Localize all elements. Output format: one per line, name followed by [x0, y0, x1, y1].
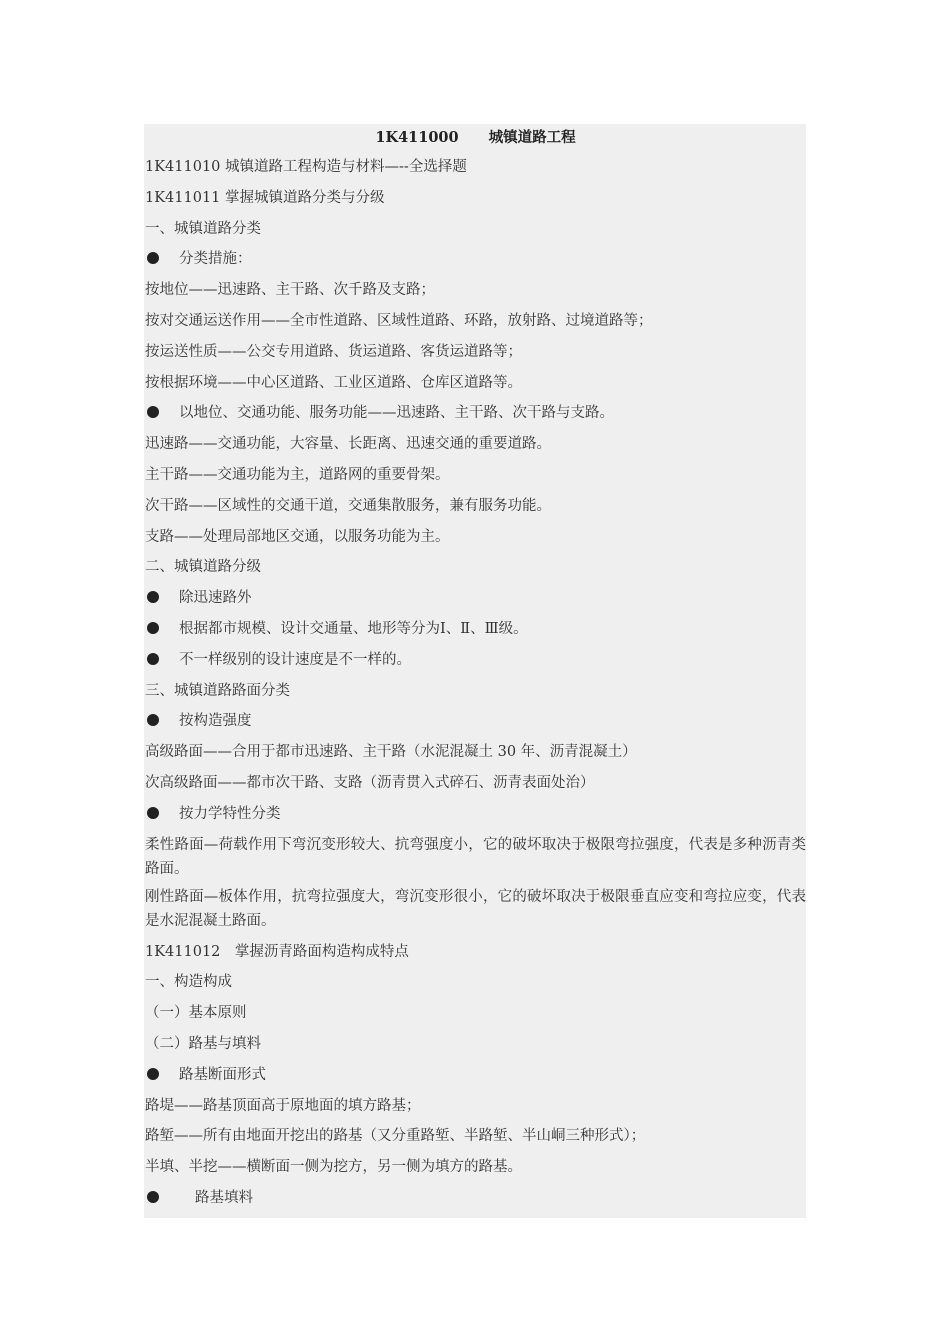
page-title [144, 124, 806, 152]
text-line: 按对交通运送作用——全市性道路、区域性道路、环路，放射路、过境道路等； [145, 312, 653, 329]
text-line: 主干路——交通功能为主，道路网的重要骨架。 [145, 466, 450, 483]
bullet-dot-icon [147, 807, 159, 819]
subheading: （一）基本原则 [145, 1005, 247, 1022]
subsection-heading: 1K411011 掌握城镇道路分类与分级 [145, 189, 385, 206]
text-line: 半填、半挖——横断面一侧为挖方，另一侧为填方的路基。 [145, 1159, 522, 1176]
text-line: 支路——处理局部地区交通，以服务功能为主。 [145, 528, 450, 545]
bullet-item [144, 1183, 806, 1214]
subsection-heading: 1K411012 掌握沥青路面构造构成特点 [145, 943, 409, 960]
document-page [144, 124, 806, 1218]
bullet-item [144, 645, 806, 676]
bullet-item [144, 583, 806, 614]
bullet-text: 除迅速路外 [179, 590, 252, 607]
text-line: 次干路——区域性的交通干道，交通集散服务，兼有服务功能。 [145, 497, 551, 514]
bullet-item [144, 799, 806, 830]
bullet-text: 分类措施： [179, 251, 252, 268]
bullet-item [144, 244, 806, 275]
bullet-text: 路基断面形式 [179, 1066, 266, 1083]
bullet-text: 根据都市规模、设计交通量、地形等分为Ⅰ、Ⅱ、Ⅲ级。 [179, 620, 528, 637]
bullet-text: 不一样级别的设计速度是不一样的。 [179, 651, 411, 668]
bullet-dot-icon [147, 406, 159, 418]
bullet-dot-icon [147, 1068, 159, 1080]
chapter-name: 城镇道路工程 [488, 129, 576, 146]
bullet-item [144, 398, 806, 429]
bullet-dot-icon [147, 714, 159, 726]
text-line: 按根据环境——中心区道路、工业区道路、仓库区道路等。 [145, 374, 522, 391]
heading: 三、城镇道路路面分类 [145, 682, 290, 699]
subheading: （二）路基与填料 [145, 1035, 261, 1052]
text-line: 高级路面——合用于都市迅速路、主干路（水泥混凝土 30 年、沥青混凝土） [145, 744, 637, 761]
heading: 一、构造构成 [145, 974, 232, 991]
bullet-item [144, 1060, 806, 1091]
bullet-text: 以地位、交通功能、服务功能——迅速路、主干路、次干路与支路。 [179, 405, 614, 422]
bullet-item [144, 614, 806, 645]
heading: 一、城镇道路分类 [145, 220, 261, 237]
bullet-dot-icon [147, 591, 159, 603]
section-heading: 1K411010 城镇道路工程构造与材料—--全选择题 [145, 159, 467, 175]
text-line: 迅速路——交通功能，大容量、长距离、迅速交通的重要道路。 [145, 436, 551, 453]
paragraph: 刚性路面—板体作用，抗弯拉强度大，弯沉变形很小，它的破坏取决于极限垂直应变和弯拉应变，代表是水泥混凝土路面。 [145, 888, 806, 929]
bullet-dot-icon [147, 622, 159, 634]
text-line: 次高级路面——都市次干路、支路（沥青贯入式碎石、沥青表面处治） [145, 774, 595, 791]
bullet-dot-icon [147, 1191, 159, 1203]
text-line: 按地位——迅速路、主干路、次千路及支路； [145, 282, 435, 299]
text-line: 路堑——所有由地面开挖出的路基（又分重路堑、半路堑、半山峒三种形式）； [145, 1128, 646, 1145]
bullet-dot-icon [147, 252, 159, 264]
bullet-text: 按力学特性分类 [179, 805, 281, 822]
text-line: 路堤——路基顶面高于原地面的填方路基； [145, 1097, 421, 1114]
paragraph: 柔性路面—荷载作用下弯沉变形较大、抗弯强度小，它的破坏取决于极限弯拉强度，代表是多种沥青类路面。 [145, 836, 806, 877]
bullet-text: 路基填料 [195, 1189, 253, 1206]
bullet-dot-icon [147, 653, 159, 665]
bullet-item [144, 706, 806, 737]
bullet-text: 按构造强度 [179, 713, 252, 730]
text-line: 按运送性质——公交专用道路、货运道路、客货运道路等； [145, 343, 522, 360]
chapter-code: 1K411000 [375, 129, 459, 146]
heading: 二、城镇道路分级 [145, 559, 261, 576]
